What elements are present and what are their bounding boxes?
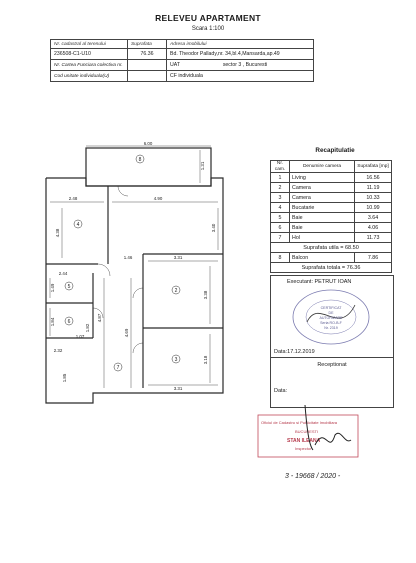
executant-date: Data:17.12.2019 [274,349,315,355]
ocpi-stamp [255,400,405,485]
header-label: Nr. Cartea Funciara colectiva nr. [51,60,128,71]
table-row: 8 Balcon 7.86 [271,253,392,263]
receptionat-label: Receptionat [317,362,347,368]
header-label: Adresa imobilului [167,40,314,49]
executant-panel [270,275,394,408]
dimension-label: 4.38 [55,228,60,238]
svg-text:Seria RO-B-F: Seria RO-B-F [320,321,342,325]
svg-text:AUTORIZARE: AUTORIZARE [319,316,343,320]
dimension-label: 3.38 [203,290,208,300]
outer-wall [46,178,223,403]
header-label: Nr. cadastral al terenului [51,40,128,49]
table-row: 1 Living 16.56 [271,173,392,183]
total-area: Suprafata totala = 76.36 [271,263,392,273]
room-number: 7 [116,365,120,371]
table-row: 3 Camera 10.33 [271,193,392,203]
column-header: Denumire camera [290,161,355,173]
dimension-label: 3.31 [173,255,183,260]
dimension-label: 1.85 [62,373,67,383]
svg-text:Oficiul de Cadastru si Publici: Oficiul de Cadastru si Publicitate Imobiliara [261,420,338,425]
dimension-label: 1.84 [50,317,55,327]
svg-text:Nr. 2319: Nr. 2319 [324,326,338,330]
cod-value: CF individuala [167,71,314,82]
authorization-stamp [289,287,374,347]
header-label [128,60,167,71]
floor-plan [38,138,253,413]
registration-number: 3 - 19668 / 2020 - [285,473,341,480]
receptionat-date-label: Data: [274,388,288,394]
room-number: 6 [67,319,71,325]
dimension-label: 1.49 [50,283,55,293]
uat-value: sector 3 , Bucuresti [222,62,268,68]
surface-value: 76.36 [128,49,167,60]
recap-table [270,160,392,273]
dimension-label: 3.31 [173,386,183,391]
uat-label: UAT [170,62,180,68]
dimension-label: 6.00 [143,141,153,146]
svg-text:CERTIFICAT: CERTIFICAT [320,306,342,310]
executant-label: Executant: PETRUT IOAN [287,279,352,285]
dimension-label: 4.69 [124,328,129,338]
dimension-label: 3.40 [211,223,216,233]
column-header: Nr. cam. [271,161,290,173]
room-number: 3 [174,357,178,363]
svg-text:STAN ILEANA: STAN ILEANA [287,438,321,444]
room-number: 8 [138,157,142,163]
svg-text:Inspector: Inspector [295,446,312,451]
dimension-label: 1.31 [200,161,205,171]
svg-text:DE: DE [328,311,334,315]
dimension-label: 1.07 [75,334,85,339]
svg-text:BUCURESTI: BUCURESTI [295,429,319,434]
header-table [50,39,314,82]
recap-title: Recapitulatie [315,147,355,154]
table-row: 4 Bucatarie 10.99 [271,203,392,213]
cadastral-number: 236508-C1-U10 [51,49,128,60]
room-number: 5 [67,284,71,290]
dimension-label: 1.46 [123,255,133,260]
address-value: Bd. Theodor Pallady,nr. 34,bl.4,Mansarda,ap.49 [167,49,314,60]
table-row: 5 Baie 3.64 [271,213,392,223]
header-label: Suprafata [128,40,167,49]
dimension-label: 4.90 [153,196,163,201]
useful-area: Suprafata utila = 68.50 [271,243,392,253]
uat-cell [167,60,314,71]
column-header: Suprafata [mp] [355,161,392,173]
dimension-label: 2.48 [68,196,78,201]
room-number: 2 [174,288,178,294]
dimension-label: 4.87 [97,313,102,323]
dimension-label: 2.44 [58,271,68,276]
document-title: RELEVEU APARTAMENT [155,13,261,23]
cod-label: Cod unitate individuala(U) [51,71,128,82]
dimension-label: 3.18 [203,355,208,365]
dimension-label: 2.32 [53,348,63,353]
table-row: 2 Camera 11.19 [271,183,392,193]
scale-label: Scara 1:100 [191,26,225,32]
table-row: 6 Baie 4.06 [271,223,392,233]
balcony-outline [86,148,211,186]
dimension-label: 1.82 [85,323,90,333]
room-number: 4 [76,222,80,228]
table-row: 7 Hol 11.73 [271,233,392,243]
